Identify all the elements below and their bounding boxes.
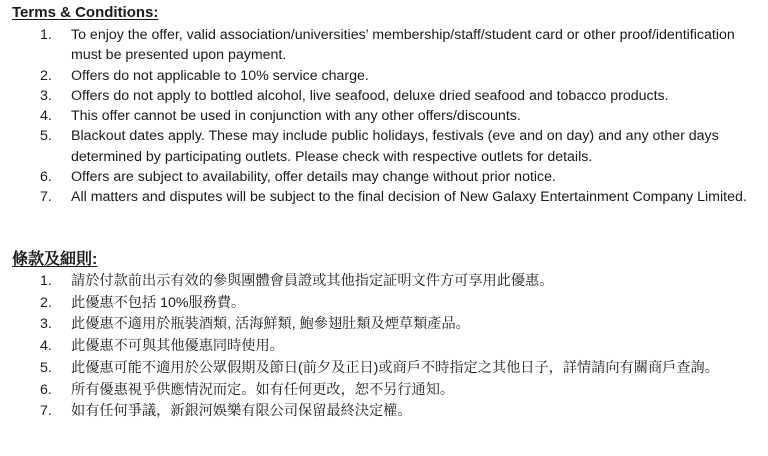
term-number: 2. <box>40 294 52 311</box>
term-number: 2. <box>40 67 52 84</box>
term-number: 3. <box>40 316 52 333</box>
term-item <box>0 167 768 187</box>
english-terms-title: Terms & Conditions: <box>12 4 159 21</box>
term-text: All matters and disputes will be subject to the final decision of New Galaxy Entertainment Company Limited. <box>71 189 747 206</box>
term-text: Blackout dates apply. These may include public holidays, festivals (eve and on day) and any other days determined by participating outlets. Please check with respective outlets for details. <box>71 128 719 165</box>
term-number: 6. <box>40 169 52 186</box>
chinese-terms-list <box>0 271 768 423</box>
term-number: 7. <box>40 403 52 420</box>
term-text: Offers are subject to availability, offer details may change without prior notice. <box>71 169 556 186</box>
term-text: 此優惠不適用於瓶裝酒類, 活海鮮類, 鮑參翅肚類及煙草類產品。 <box>71 316 470 333</box>
chinese-terms-title: 條款及細則: <box>12 251 98 268</box>
term-number: 5. <box>40 128 52 145</box>
term-number: 1. <box>40 273 52 289</box>
term-text: 所有優惠視乎供應情況而定。如有任何更改，恕不另行通知。 <box>71 381 455 398</box>
term-text: 如有任何爭議，新銀河娛樂有限公司保留最終決定權。 <box>71 403 412 420</box>
term-text: Offers do not applicable to 10% service charge. <box>71 67 369 84</box>
term-item <box>0 314 768 336</box>
term-text: 此優惠不可與其他優惠同時使用。 <box>71 338 284 355</box>
term-item <box>0 86 768 106</box>
term-item <box>0 271 768 293</box>
term-item <box>0 25 768 66</box>
term-item <box>0 126 768 167</box>
term-item <box>0 293 768 315</box>
english-terms-list <box>0 25 768 208</box>
term-item <box>0 106 768 126</box>
term-item <box>0 401 768 423</box>
term-item <box>0 380 768 402</box>
term-text: 此優惠可能不適用於公眾假期及節日(前夕及正日)或商戶不時指定之其他日子，詳情請向有關商戶查詢。 <box>71 359 719 376</box>
term-number: 1. <box>40 27 52 43</box>
term-number: 6. <box>40 381 52 398</box>
term-item <box>0 336 768 358</box>
term-text: This offer cannot be used in conjunction with any other offers/discounts. <box>71 108 521 125</box>
term-text: 請於付款前出示有效的參與團體會員證或其他指定証明文件方可享用此優惠。 <box>71 273 554 289</box>
term-item <box>0 66 768 86</box>
term-text: Offers do not apply to bottled alcohol, live seafood, deluxe dried seafood and tobacco products. <box>71 87 669 104</box>
term-number: 3. <box>40 87 52 104</box>
term-text: To enjoy the offer, valid association/universities’ membership/staff/student card or other proof/identification must be presented upon payment. <box>71 27 735 64</box>
term-item <box>0 358 768 380</box>
term-item <box>0 187 768 207</box>
term-number: 7. <box>40 189 52 206</box>
term-number: 5. <box>40 359 52 376</box>
term-number: 4. <box>40 108 52 125</box>
term-text: 此優惠不包括 10%服務費。 <box>71 294 246 311</box>
term-number: 4. <box>40 338 52 355</box>
